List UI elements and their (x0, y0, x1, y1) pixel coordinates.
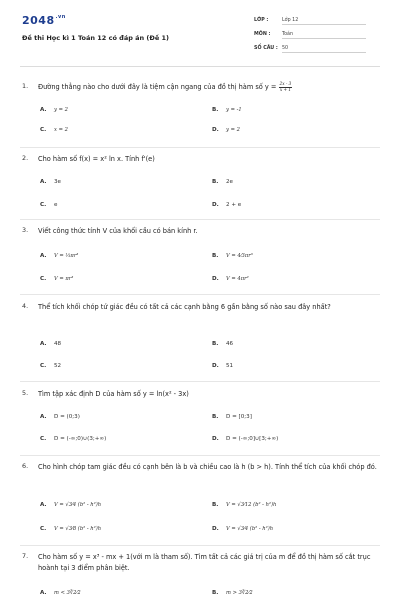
question-text: Cho hàm số f(x) = x² ln x. Tính f'(e) (38, 155, 155, 163)
option-b[interactable]: B. m > 3∛2⁄2 (212, 590, 253, 596)
question-text: Đường thẳng nào cho dưới đây là tiệm cận ngang của đồ thị hàm số y = $\frac{2x - 3}{x + 1}$ (38, 81, 292, 92)
meta-question-count: SỐ CÂU : 50 (254, 46, 374, 53)
question-divider (20, 455, 380, 456)
question-divider (20, 147, 380, 148)
option-b[interactable]: B. V = √3⁄12 (b² - h²)h (212, 502, 277, 508)
option-d[interactable]: D. y = 2 (212, 127, 240, 133)
question-number: 6. (22, 462, 29, 470)
exam-title: Đề thi Học kì 1 Toán 12 có đáp án (Đề 1) (22, 34, 169, 42)
option-b[interactable]: B. y = -1 (212, 107, 242, 113)
option-c[interactable]: C. D = (-∞;0)∪(3;+∞) (40, 436, 107, 442)
option-a[interactable]: A. D = (0;3) (40, 414, 80, 420)
option-c[interactable]: C. e (40, 202, 58, 208)
option-a[interactable]: A. m < 3∛2⁄2 (40, 590, 81, 596)
option-c[interactable]: C. V = √3⁄8 (b² - h²)h (40, 526, 102, 532)
option-b[interactable]: B. 46 (212, 341, 234, 347)
question-text: Viết công thức tính V của khối cầu có bán kính r. (38, 227, 198, 235)
question-number: 1. (22, 82, 29, 90)
exam-header (0, 0, 400, 66)
question-text: Tìm tập xác định D của hàm số y = ln(x² - 3x) (38, 390, 189, 398)
fraction: $\frac{2x - 3}{x + 1}$ (279, 81, 292, 92)
option-b[interactable]: B. D = [0;3] (212, 414, 252, 420)
option-a[interactable]: A. V = √3⁄4 (b² - h²)h (40, 502, 102, 508)
option-a[interactable]: A. V = ⅓πr³ (40, 253, 79, 259)
question-text: Cho hình chóp tam giác đều có cạnh bên là b và chiều cao là h (b > h). Tính thể tích của khối chóp đó. (38, 463, 377, 471)
option-a[interactable]: A. y = 2 (40, 107, 68, 113)
question-divider (20, 294, 380, 295)
question-number: 7. (22, 552, 29, 560)
option-d[interactable]: D. D = (-∞;0]∪[3;+∞) (212, 436, 279, 442)
option-d[interactable]: D. 51 (212, 363, 234, 369)
option-c[interactable]: C. V = πr³ (40, 276, 74, 282)
question-divider (20, 381, 380, 382)
question-number: 4. (22, 302, 29, 310)
option-b[interactable]: B. 2e (212, 179, 234, 185)
option-d[interactable]: D. V = 4πr² (212, 276, 249, 282)
meta-class: LỚP : Lớp 12 (254, 18, 374, 25)
question-text: Thể tích khối chóp tứ giác đều có tất cả các cạnh bằng 6 gần bằng số nào sau đây nhất? (38, 303, 331, 311)
question-number: 2. (22, 154, 29, 162)
option-c[interactable]: C. 52 (40, 363, 62, 369)
option-d[interactable]: D. V = √3⁄4 (b² - h²)h (212, 526, 274, 532)
site-logo[interactable]: $2048^{.vn}$ (22, 14, 66, 27)
question-divider (20, 545, 380, 546)
option-d[interactable]: D. 2 + e (212, 202, 242, 208)
option-b[interactable]: B. V = 4⁄3πr³ (212, 253, 253, 259)
question-text: Cho hàm số y = x³ - mx + 1(với m là tham số). Tìm tất cả các giá trị của m để đồ thị hàm số cắt trục hoành tại 3 điểm phân biệt. (38, 553, 371, 572)
header-divider (20, 66, 380, 67)
option-a[interactable]: A. 48 (40, 341, 62, 347)
meta-subject: MÔN : Toán (254, 32, 374, 39)
option-a[interactable]: A. 3e (40, 179, 62, 185)
question-number: 5. (22, 389, 29, 397)
option-c[interactable]: C. x = 2 (40, 127, 68, 133)
question-number: 3. (22, 226, 29, 234)
question-divider (20, 219, 380, 220)
